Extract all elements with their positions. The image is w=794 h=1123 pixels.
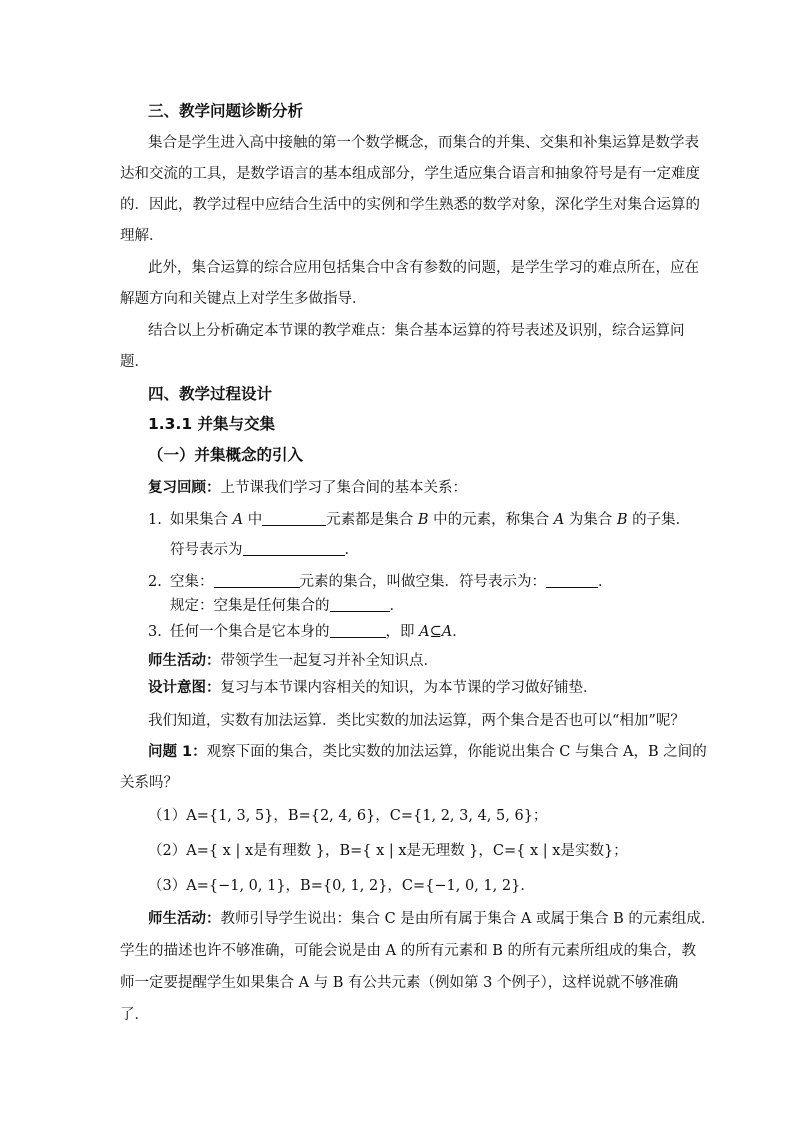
- text: 符号表示为: [170, 542, 243, 558]
- review-text: 上节课我们学习了集合间的基本关系：: [220, 480, 467, 496]
- paragraph-line: 结合以上分析确定本节课的教学难点：集合基本运算的符号表述及识别，综合运算问: [148, 323, 685, 339]
- text: ．: [598, 574, 613, 590]
- activity-label: 师生活动：: [148, 911, 221, 927]
- text: ．: [344, 542, 359, 558]
- activity-line: [148, 651, 708, 671]
- item-3: [148, 622, 708, 642]
- fill-blank: [262, 511, 326, 526]
- paragraph-line: 的．因此，教学过程中应结合生活中的实例和学生熟悉的数学对象，深化学生对集合运算的: [120, 197, 700, 213]
- item-1-sub: [170, 540, 730, 560]
- section-4-heading: 四、教学过程设计: [148, 385, 273, 403]
- item-1: [148, 510, 708, 530]
- paragraph-line: 达和交流的工具，是数学语言的基本组成部分，学生适应集合语言和抽象符号是有一定难度: [120, 166, 700, 182]
- math-var: B: [417, 512, 429, 528]
- item-number: 3.: [148, 624, 162, 640]
- math-var: A: [553, 512, 565, 528]
- fill-blank: [546, 573, 598, 588]
- text: 元素的集合，叫做空集．符号表示为：: [299, 574, 546, 590]
- paragraph-line: 学生的描述也许不够准确，可能会说是由 A 的所有元素和 B 的所有元素所组成的集合，教: [120, 943, 697, 959]
- part-heading: （一）并集概念的引入: [148, 446, 304, 464]
- text: 规定：空集是任何集合的: [170, 598, 330, 614]
- fill-blank: [330, 623, 386, 638]
- paragraph-line: 此外，集合运算的综合应用包括集合中含有参数的问题，是学生学习的难点所在，应在: [148, 260, 699, 276]
- paragraph-line: 解题方向和关键点上对学生多做指导．: [120, 291, 367, 307]
- subsection-heading: 1.3.1 并集与交集: [148, 415, 276, 433]
- item-number: 2.: [148, 574, 162, 590]
- text: ．: [452, 624, 467, 640]
- question-intro: 我们知道，实数有加法运算．类比实数的加法运算，两个集合是否也可以“相加”呢？: [148, 713, 685, 729]
- item-2-rule: [170, 596, 730, 616]
- question-1: [148, 742, 708, 762]
- intent-line: [148, 678, 708, 698]
- text: 元素都是集合: [326, 512, 418, 528]
- math-var: A: [232, 512, 244, 528]
- text: 空集：: [170, 574, 214, 590]
- paragraph-line: 了．: [120, 1007, 149, 1023]
- question-label: 问题 1：: [148, 744, 207, 760]
- fill-blank: [243, 541, 345, 556]
- section-3-heading: 三、教学问题诊断分析: [148, 102, 304, 120]
- fill-blank: [330, 597, 390, 612]
- fill-blank: [214, 573, 300, 588]
- example-2: （2）A={ x | x是有理数 }，B={ x | x是无理数 }，C={ x | x是实数}；: [148, 843, 628, 859]
- review-label: 复习回顾：: [148, 480, 221, 496]
- paragraph-line: 师一定要提醒学生如果集合 A 与 B 有公共元素（例如第 3 个例子），这样说就不够准确: [120, 975, 679, 991]
- paragraph-line: 题．: [120, 354, 149, 370]
- text: 中的元素，称集合: [428, 512, 554, 528]
- activity-text: 教师引导学生说出：集合 C 是由所有属于集合 A 或属于集合 B 的元素组成．: [220, 911, 716, 927]
- example-3: （3）A={−1, 0, 1}，B={0, 1, 2}，C={−1, 0, 1, 2}．: [148, 878, 535, 894]
- review-line: [148, 478, 708, 498]
- intent-label: 设计意图：: [148, 680, 221, 696]
- text: ．: [389, 598, 404, 614]
- activity-2-line: [148, 909, 716, 929]
- activity-text: 带领学生一起复习并补全知识点．: [220, 653, 438, 669]
- example-1: （1）A={1, 3, 5}，B={2, 4, 6}，C={1, 2, 3, 4, 5, 6}；: [148, 808, 548, 824]
- item-number: 1.: [148, 512, 162, 528]
- item-2: [148, 572, 708, 592]
- math-expression: A⊆A: [419, 624, 453, 640]
- text: 的子集．: [627, 512, 691, 528]
- text: 如果集合: [170, 512, 233, 528]
- paragraph-line: 理解．: [120, 228, 164, 244]
- text: 为集合: [564, 512, 617, 528]
- intent-text: 复习与本节课内容相关的知识，为本节课的学习做好铺垫．: [220, 680, 598, 696]
- question-1-cont: 关系吗？: [120, 775, 178, 791]
- text: 中: [243, 512, 263, 528]
- math-var: B: [616, 512, 628, 528]
- text: 任何一个集合是它本身的: [170, 624, 330, 640]
- paragraph-line: 集合是学生进入高中接触的第一个数学概念，而集合的并集、交集和补集运算是数学表: [148, 135, 699, 151]
- text: ，即: [385, 624, 420, 640]
- question-text: 观察下面的集合，类比实数的加法运算，你能说出集合 C 与集合 A，B 之间的: [206, 744, 707, 760]
- activity-label: 师生活动：: [148, 653, 221, 669]
